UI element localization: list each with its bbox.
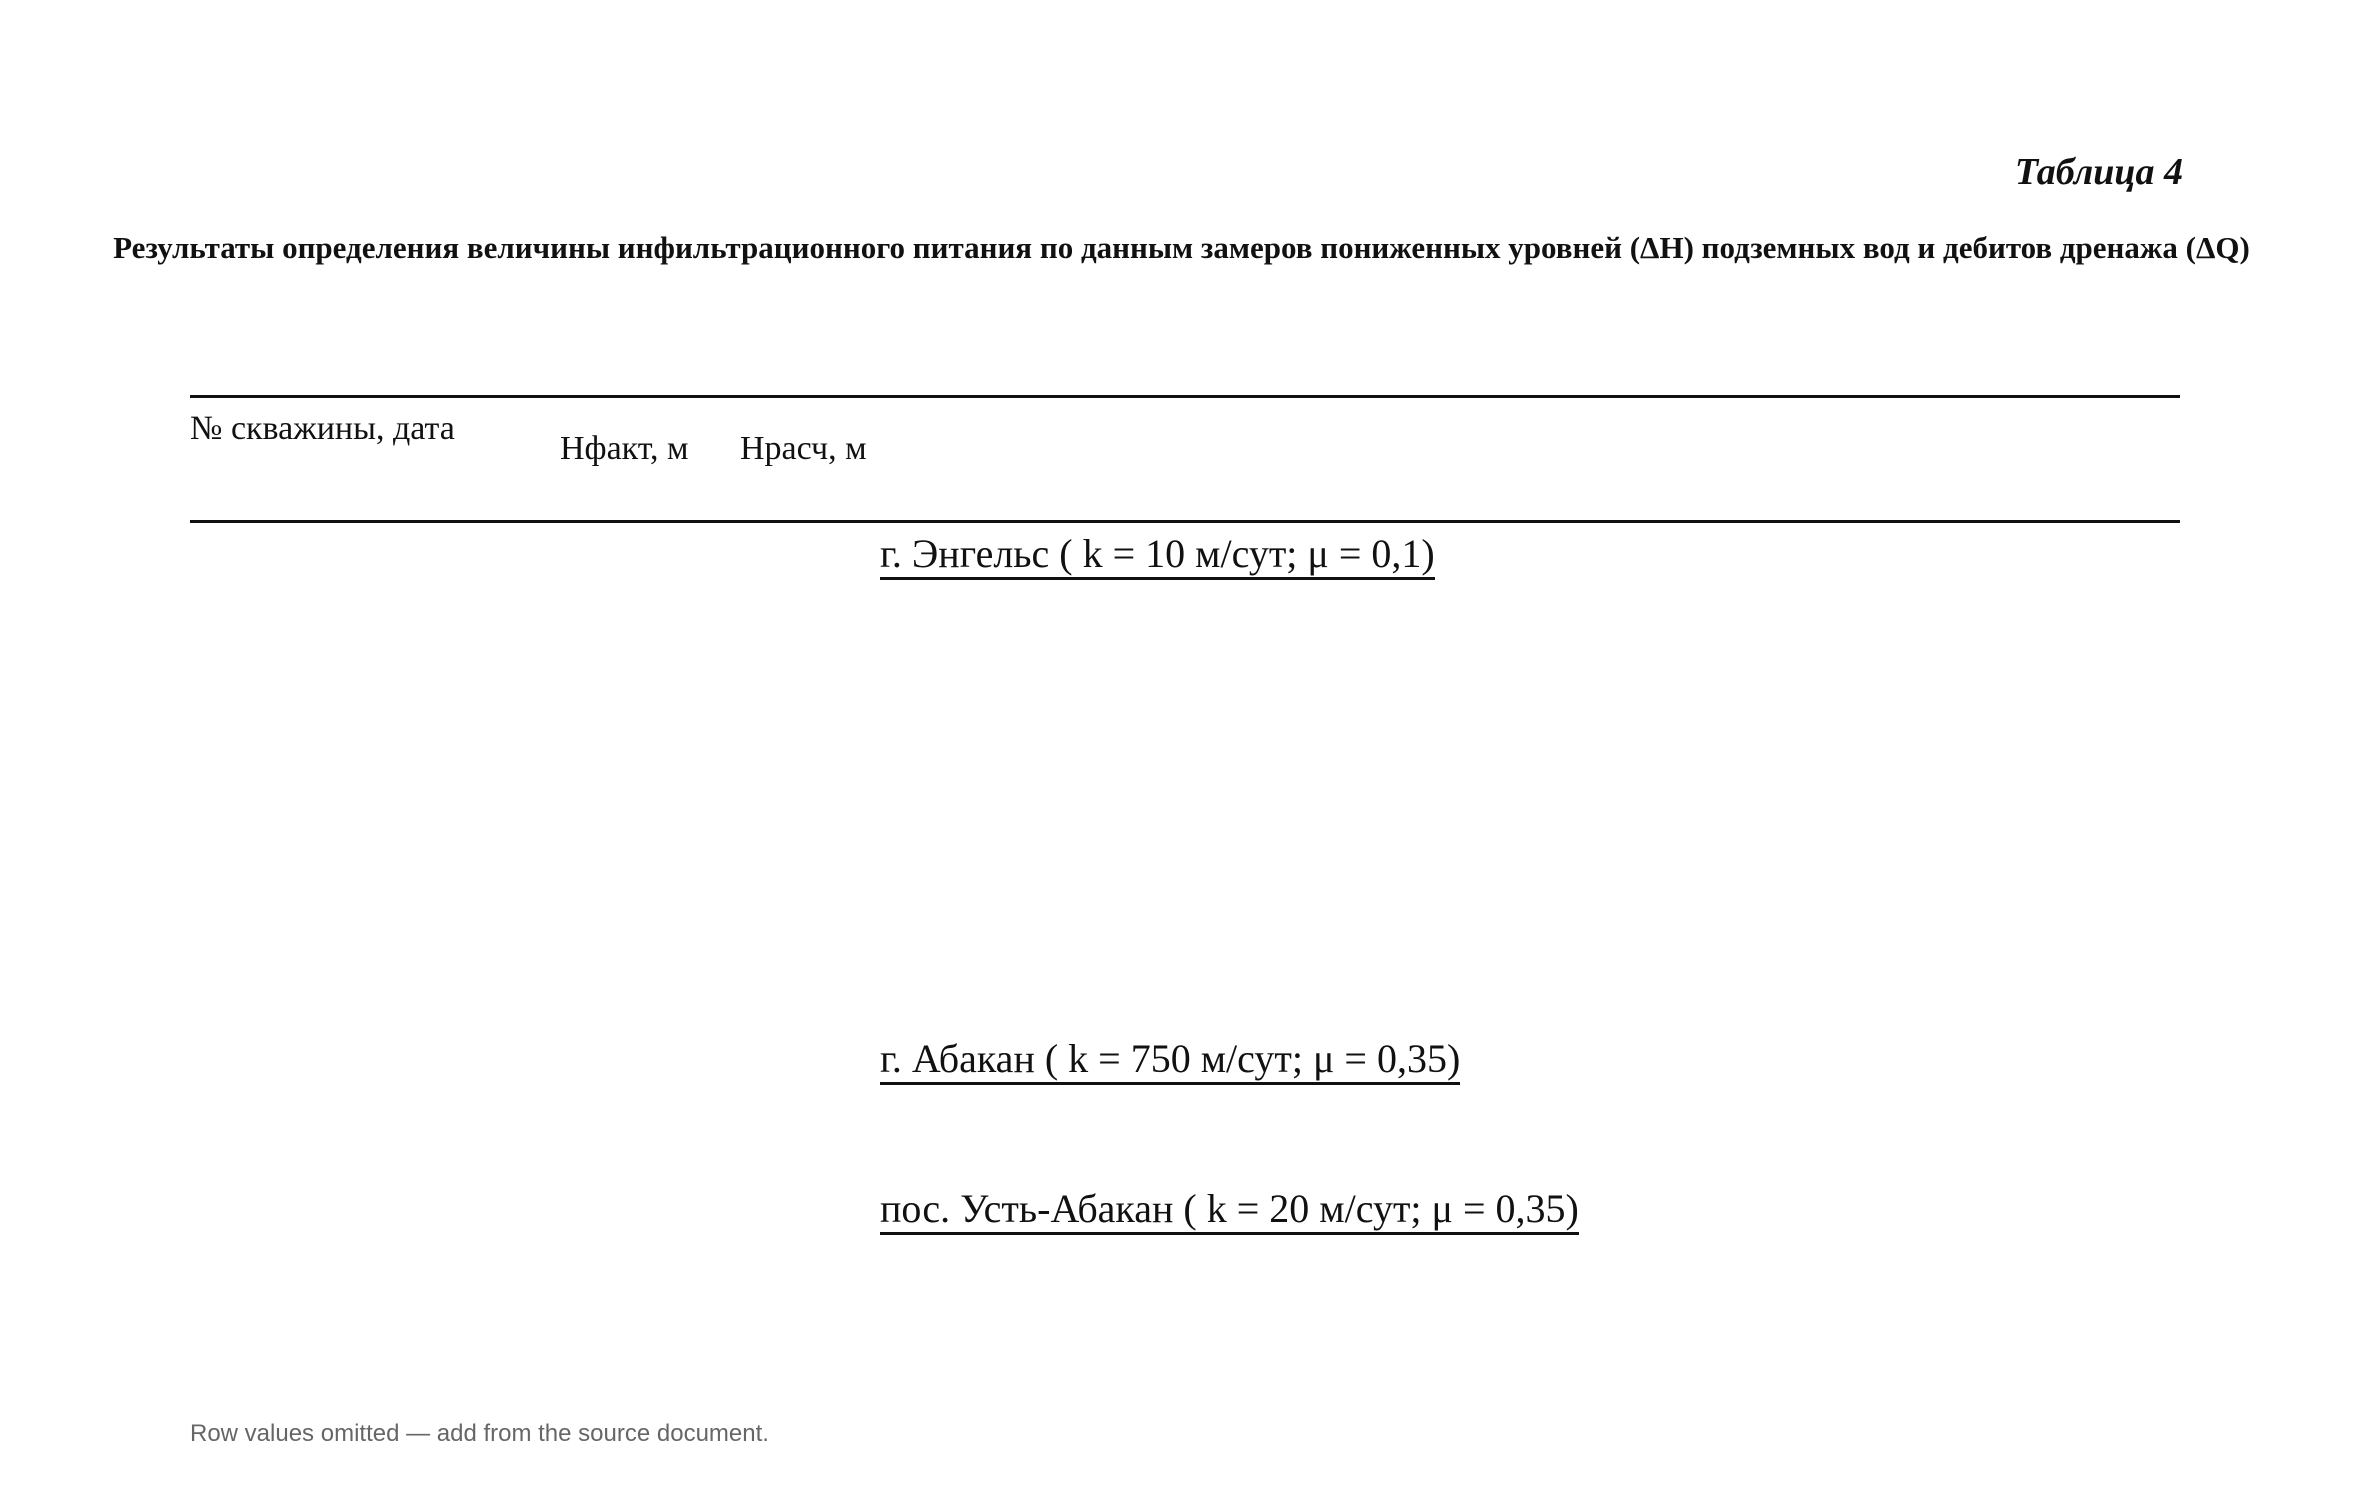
header-rule-top [190, 395, 2180, 398]
section-caption-2: пос. Усть-Абакан ( k = 20 м/сут; μ = 0,35) [880, 1185, 1579, 1235]
header-rule-bottom [190, 520, 2180, 523]
section-caption-1: г. Абакан ( k = 750 м/сут; μ = 0,35) [880, 1035, 1460, 1085]
table-number: Таблица 4 [2014, 151, 2183, 193]
table-title: Результаты определения величины инфильтрационного питания по данным замеров пониженных уровней (ΔH) подземных вод и дебитов дренажа (ΔQ) [113, 230, 2250, 265]
col-header-2: Hрасч, м [740, 430, 867, 467]
section-caption-0: г. Энгельс ( k = 10 м/сут; μ = 0,1) [880, 530, 1435, 580]
placeholder-note: Row values omitted — add from the source document. [190, 1420, 769, 1447]
col-header-0: № скважины, дата [190, 410, 455, 447]
col-header-1: Hфакт, м [560, 430, 689, 467]
